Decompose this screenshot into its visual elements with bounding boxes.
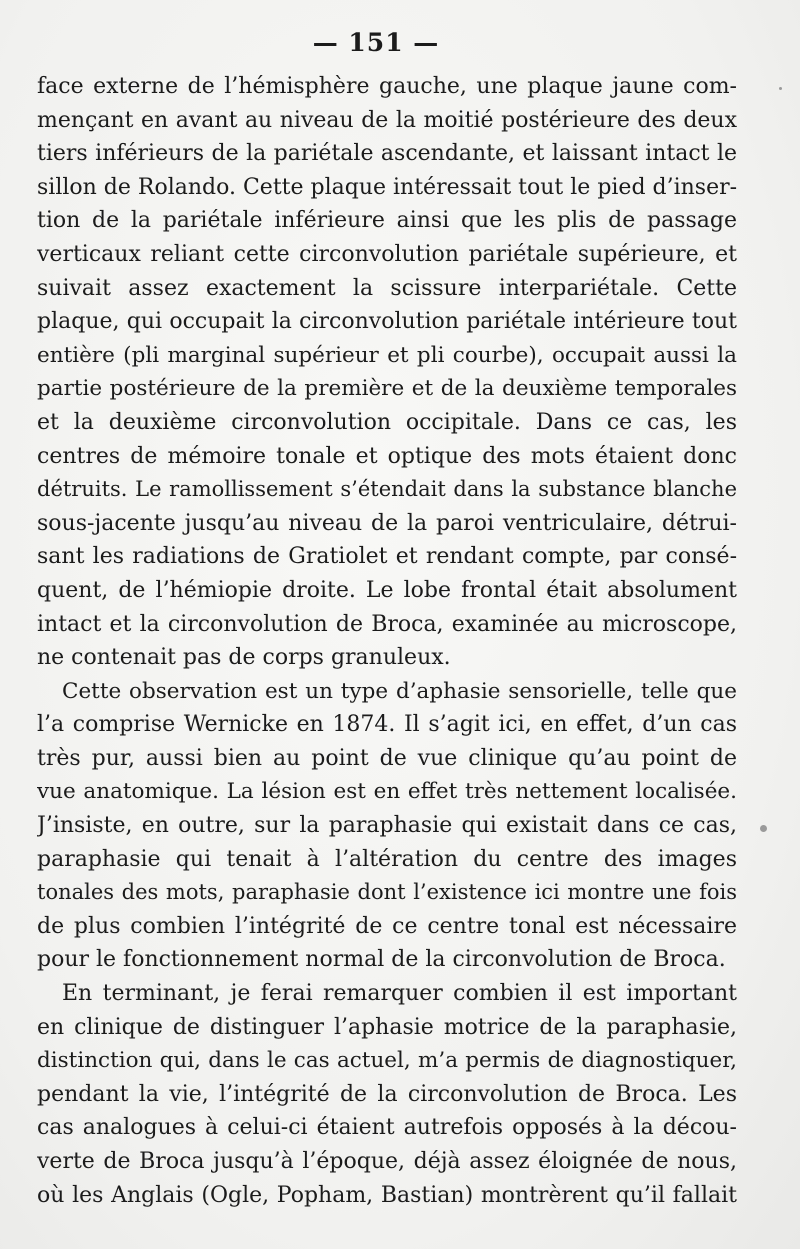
text-line: face externe de l’hémisphère gauche, une plaque jaune com- [37,74,737,99]
body-text [37,70,737,1212]
page-number: — 151 — [312,28,440,57]
text-line: tiers inférieurs de la pariétale ascendante, et laissant intact le [37,141,737,167]
text-line: tion de la pariétale inférieure ainsi que les plis de passage [37,208,737,234]
text-line: cas analogues à celui-ci étaient autrefois opposés à la décou- [37,1115,737,1141]
text-line: vue anatomique. La lésion est en effet très nettement localisée. [37,779,737,805]
text-line: où les Anglais (Ogle, Popham, Bastian) montrèrent qu’il fallait [37,1182,737,1208]
text-line: partie postérieure de la première et de la deuxième temporales [37,376,737,402]
text-line: suivait assez exactement la scissure interpariétale. Cette [37,275,737,301]
text-line: sant les radiations de Gratiolet et rendant compte, par consé- [37,544,737,570]
text-line: Cette observation est un type d’aphasie sensorielle, telle que [62,678,737,704]
paragraph-3 [37,977,737,1212]
paragraph-1 [37,70,737,675]
text-line: mençant en avant au niveau de la moitié postérieure des deux [37,107,737,133]
text-line: intact et la circonvolution de Broca, examinée au microscope, [37,611,737,637]
scan-speck [779,87,782,90]
text-line: détruits. Le ramollissement s’étendait dans la substance blanche [37,477,737,502]
text-line: En terminant, je ferai remarquer combien il est important [62,981,737,1007]
text-line: quent, de l’hémiopie droite. Le lobe frontal était absolument [37,577,737,603]
text-line: paraphasie qui tenait à l’altération du centre des images [37,846,737,872]
text-line: sous-jacente jusqu’au niveau de la paroi ventriculaire, détrui- [37,510,737,536]
paragraph-2 [37,675,737,977]
text-line: entière (pli marginal supérieur et pli courbe), occupait aussi la [37,342,737,368]
text-line: plaque, qui occupait la circonvolution pariétale intérieure tout [37,309,737,335]
text-line: et la deuxième circonvolution occipitale. Dans ce cas, les [37,409,737,435]
text-line: sillon de Rolando. Cette plaque intéressait tout le pied d’inser- [37,174,737,200]
text-line: centres de mémoire tonale et optique des mots étaient donc [37,443,737,469]
text-line: distinction qui, dans le cas actuel, m’a permis de diagnostiquer, [37,1048,737,1074]
text-line: pour le fonctionnement normal de la circonvolution de Broca. [37,947,726,973]
text-line: verticaux reliant cette circonvolution pariétale supérieure, et [37,241,737,267]
text-line: en clinique de distinguer l’aphasie motrice de la paraphasie, [37,1014,737,1040]
text-line: J’insiste, en outre, sur la paraphasie qui existait dans ce cas, [37,813,737,839]
text-line: pendant la vie, l’intégrité de la circonvolution de Broca. Les [37,1081,737,1107]
text-line: l’a comprise Wernicke en 1874. Il s’agit ici, en effet, d’un cas [37,712,737,738]
text-line: très pur, aussi bien au point de vue clinique qu’au point de [37,745,737,771]
text-line: ne contenait pas de corps granuleux. [37,645,451,671]
text-line: verte de Broca jusqu’à l’époque, déjà assez éloignée de nous, [37,1149,737,1174]
text-line: de plus combien l’intégrité de ce centre tonal est nécessaire [37,913,737,939]
text-line: tonales des mots, paraphasie dont l’existence ici montre une fois [37,880,737,905]
scan-speck [760,825,767,832]
